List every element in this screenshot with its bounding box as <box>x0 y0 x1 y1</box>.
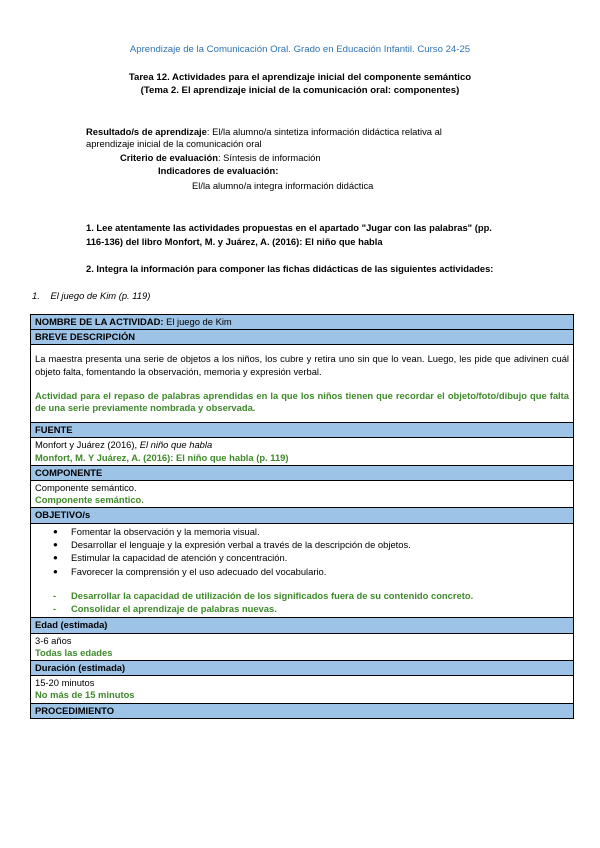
activity-name-label: NOMBRE DE LA ACTIVIDAD: <box>35 316 164 327</box>
objectives-cell <box>31 523 574 618</box>
age-label-note: (estimada) <box>57 619 108 631</box>
instruction-step-1-line-1: 1. Lee atentamente las actividades propuestas en el apartado "Jugar con las palabras" (pp. <box>86 222 492 233</box>
objective-label: OBJETIVO/s <box>31 508 574 523</box>
topic-title: (Tema 2. El aprendizaje inicial de la comunicación oral: componentes) <box>140 85 460 96</box>
row-duration-header <box>31 661 574 676</box>
description-label: BREVE DESCRIPCIÓN <box>31 330 574 345</box>
objective-green-item: - Consolidar el aprendizaje de palabras nuevas. <box>71 602 569 615</box>
source-green-text: Monfort, M. Y Juárez, A. (2016): El niño que habla (p. 119) <box>35 451 289 463</box>
duration-label-note: (estimada) <box>75 662 126 674</box>
objectives-list <box>35 525 569 578</box>
row-procedure-header <box>31 703 574 718</box>
duration-cell <box>31 676 574 703</box>
row-component-header <box>31 465 574 480</box>
row-age-header <box>31 618 574 633</box>
objectives-green-list <box>35 589 569 616</box>
task-title: Tarea 12. Actividades para el aprendizaje inicial del componente semántico <box>128 72 472 83</box>
row-source-header <box>31 423 574 438</box>
duration-header-cell <box>31 661 574 676</box>
instruction-step-2: 2. Integra la información para componer las fichas didácticas de las siguientes actividades: <box>86 263 494 274</box>
source-label: FUENTE <box>31 423 574 438</box>
result-label: Resultado/s de aprendizaje <box>86 126 207 137</box>
row-component <box>31 481 574 508</box>
component-label: COMPONENTE <box>31 465 574 480</box>
source-text <box>35 439 569 451</box>
row-description-header <box>31 330 574 345</box>
age-text: 3-6 años <box>35 634 72 646</box>
description-green-text: Actividad para el repaso de palabras aprendidas en la que los niños tienen que recordar el objeto/foto/dibujo que falta de una serie previamente nombrada y observada. <box>35 389 569 414</box>
criterion <box>120 152 321 163</box>
description-text: La maestra presenta una serie de objetos a los niños, los cubre y retira uno sin que lo vean. Luego, les pide que adivinen cuál objeto falta, fomentando la observación, memoria y expresión verbal. <box>35 353 569 377</box>
result-text-2: aprendizaje inicial de la comunicación oral <box>86 138 262 149</box>
row-objective-header <box>31 508 574 523</box>
activity-sheet-table <box>30 314 574 719</box>
row-age <box>31 633 574 660</box>
objective-item: ● Desarrollar el lenguaje y la expresión verbal a través de la descripción de objetos. <box>71 538 569 551</box>
indicators-text: El/la alumno/a integra información didáctica <box>192 180 374 191</box>
course-header: Aprendizaje de la Comunicación Oral. Grado en Educación Infantil. Curso 24-25 <box>129 44 471 55</box>
objective-item: ● Fomentar la observación y la memoria visual. <box>71 525 569 538</box>
row-objectives <box>31 523 574 618</box>
procedure-label: PROCEDIMIENTO <box>31 703 574 718</box>
activity-number: 1. <box>32 290 40 301</box>
instruction-step-1-line-2: 116-136) del libro Monfort, M. y Juárez, A. (2016): El niño que habla <box>86 236 383 247</box>
duration-label: Duración <box>35 662 76 674</box>
description-cell <box>31 345 574 423</box>
duration-text: 15-20 minutos <box>35 677 95 689</box>
source-cell <box>31 438 574 465</box>
age-label: Edad <box>35 619 58 631</box>
component-cell <box>31 481 574 508</box>
row-source <box>31 438 574 465</box>
row-description <box>31 345 574 423</box>
source-text-italic: El niño que habla <box>139 439 213 451</box>
objective-green-item: - Desarrollar la capacidad de utilización de los significados fuera de su contenido concreto. <box>71 589 569 602</box>
row-duration <box>31 676 574 703</box>
source-text-plain: Monfort y Juárez (2016), <box>35 439 140 451</box>
criterion-label: Criterio de evaluación <box>120 152 218 163</box>
learning-result <box>86 125 442 138</box>
age-header-cell <box>31 618 574 633</box>
activity-heading <box>32 290 150 301</box>
activity-name-value: El juego de Kim <box>163 316 232 327</box>
indicators-label: Indicadores de evaluación: <box>158 165 279 176</box>
result-text-1: : El/la alumno/a sintetiza información didáctica relativa al <box>206 126 442 137</box>
age-green-text: Todas las edades <box>35 646 113 658</box>
row-activity-name <box>31 315 574 330</box>
activity-name-cell <box>31 315 574 330</box>
component-green-text: Componente semántico. <box>35 494 144 506</box>
criterion-text: : Síntesis de información <box>217 152 321 163</box>
duration-green-text: No más de 15 minutos <box>35 689 135 701</box>
objective-item: ● Favorecer la comprensión y el uso adecuado del vocabulario. <box>71 565 569 578</box>
activity-title: El juego de Kim (p. 119) <box>50 290 151 301</box>
component-text: Componente semántico. <box>35 482 137 494</box>
objective-item: ● Estimular la capacidad de atención y concentración. <box>71 551 569 564</box>
age-cell <box>31 633 574 660</box>
